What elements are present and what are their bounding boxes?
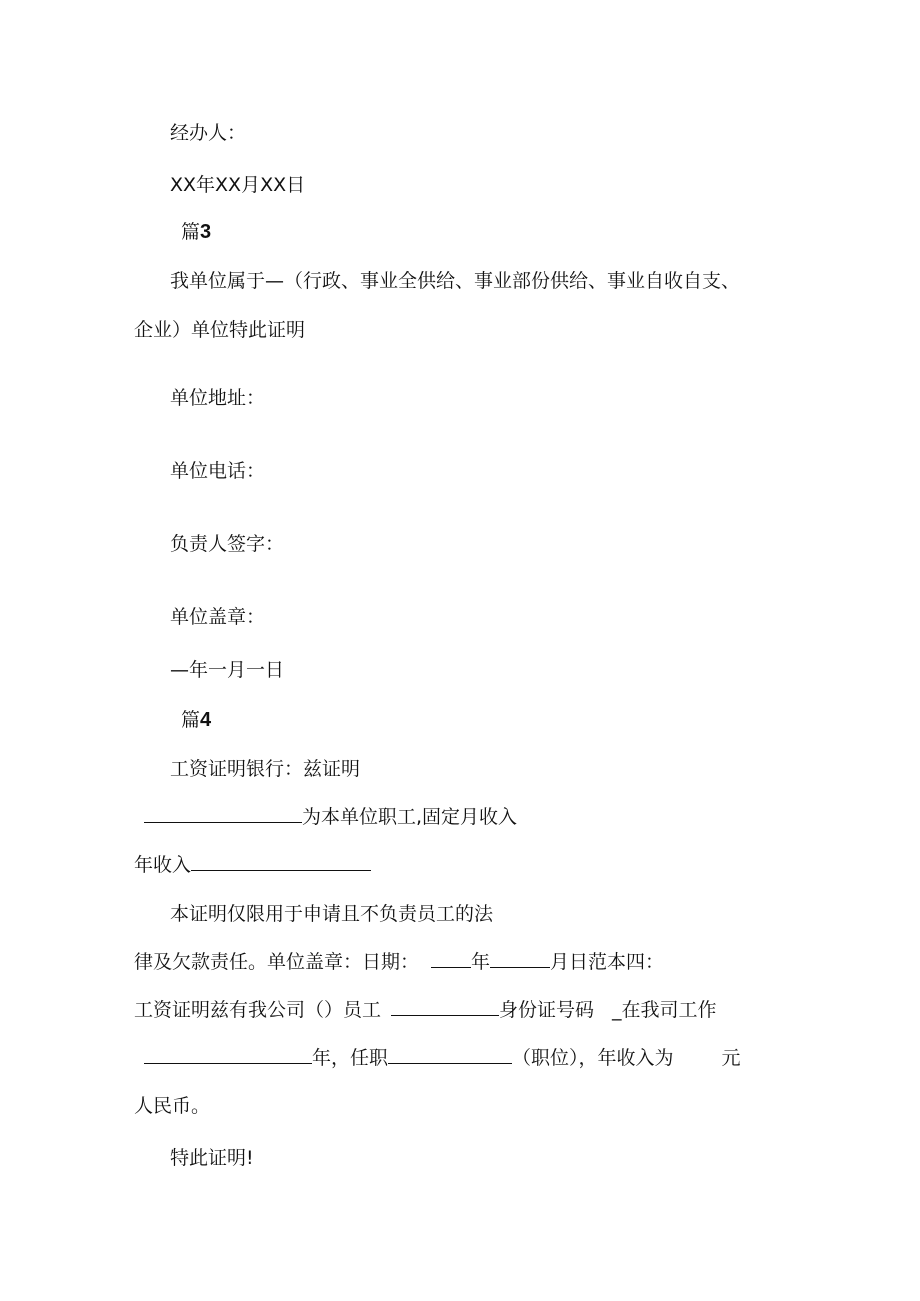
position-blank [388,1045,512,1064]
annual-income-line [134,852,371,878]
section-4-heading [181,707,211,733]
template4-line-1 [134,997,717,1023]
work-text: _在我司工作 [612,999,717,1021]
name-blank [144,804,302,823]
disclaimer-text: 律及欠款责任。单位盖章：日期： [134,951,420,973]
section-number: 3 [200,221,212,243]
signer-label: 负责人签字： [170,533,285,555]
year-text: 年 [471,951,491,973]
position-text: 年，任职 [312,1047,389,1069]
unit-address-label: 单位地址： [170,387,266,409]
section-number: 4 [200,709,212,731]
bank-cert-line: 工资证明银行：兹证明 [170,758,361,780]
employee-name-blank [391,997,499,1016]
fixed-income-line [144,804,517,830]
section-prefix: 篇 [181,709,201,731]
closing-line: 特此证明! [170,1147,254,1169]
date-line: XX年XX月XX日 [170,174,306,196]
unit-type-line-1: 我单位属于—（行政、事业全供给、事业部份供给、事业自收自支、 [170,270,741,292]
section-3-heading [181,219,211,245]
unit-phone-label: 单位电话： [170,460,266,482]
template4-line-3: 人民币。 [134,1095,211,1117]
month-blank [490,949,550,968]
template4-line-2 [144,1045,741,1071]
annual-income-text: （职位），年收入为 [512,1047,674,1069]
date-blank-line: —年一月一日 [170,659,285,681]
seal-label: 单位盖章： [170,606,266,628]
handler-label: 经办人： [170,122,247,144]
template4-employee-text: 工资证明兹有我公司（）员工 [134,999,382,1021]
years-blank [144,1045,312,1064]
disclaimer-line-2 [134,949,664,975]
section-prefix: 篇 [181,221,201,243]
yuan-text: 元 [721,1047,741,1069]
year-blank [431,949,471,968]
disclaimer-line-1: 本证明仅限用于申请且不负责员工的法 [170,903,494,925]
unit-type-line-2: 企业）单位特此证明 [134,319,306,341]
id-number-text: 身份证号码 [499,999,595,1021]
annual-income-blank [191,852,371,871]
fixed-income-text: 为本单位职工,固定月收入 [302,806,518,828]
month-day-text: 月日范本四： [550,951,665,973]
annual-income-label: 年收入 [134,854,192,876]
